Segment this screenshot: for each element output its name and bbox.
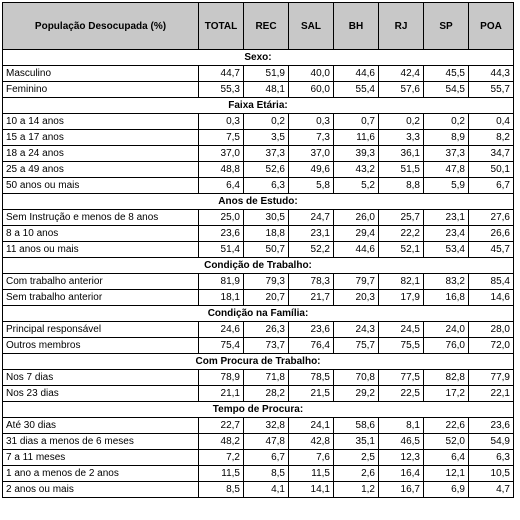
- value-cell: 55,7: [469, 82, 514, 98]
- row-label: 8 a 10 anos: [3, 226, 199, 242]
- table-row: [3, 482, 514, 498]
- value-cell: 29,4: [334, 226, 379, 242]
- value-cell: 24,1: [289, 418, 334, 434]
- value-cell: 8,5: [199, 482, 244, 498]
- value-cell: 47,8: [424, 162, 469, 178]
- value-cell: 7,2: [199, 450, 244, 466]
- value-cell: 48,8: [199, 162, 244, 178]
- value-cell: 37,0: [199, 146, 244, 162]
- row-label: 15 a 17 anos: [3, 130, 199, 146]
- value-cell: 51,5: [379, 162, 424, 178]
- value-cell: 0,2: [424, 114, 469, 130]
- row-label: 25 a 49 anos: [3, 162, 199, 178]
- value-cell: 25,0: [199, 210, 244, 226]
- value-cell: 6,4: [424, 450, 469, 466]
- value-cell: 43,2: [334, 162, 379, 178]
- value-cell: 23,1: [424, 210, 469, 226]
- value-cell: 22,5: [379, 386, 424, 402]
- value-cell: 22,6: [424, 418, 469, 434]
- table-row: [3, 418, 514, 434]
- value-cell: 17,9: [379, 290, 424, 306]
- value-cell: 1,2: [334, 482, 379, 498]
- value-cell: 21,1: [199, 386, 244, 402]
- value-cell: 37,3: [424, 146, 469, 162]
- value-cell: 8,8: [379, 178, 424, 194]
- value-cell: 50,7: [244, 242, 289, 258]
- header-cell-sp: SP: [424, 3, 469, 50]
- value-cell: 23,6: [289, 322, 334, 338]
- row-label: 7 a 11 meses: [3, 450, 199, 466]
- value-cell: 52,2: [289, 242, 334, 258]
- row-label: 11 anos ou mais: [3, 242, 199, 258]
- value-cell: 6,4: [199, 178, 244, 194]
- value-cell: 71,8: [244, 370, 289, 386]
- value-cell: 52,0: [424, 434, 469, 450]
- value-cell: 76,4: [289, 338, 334, 354]
- header-cell-sal: SAL: [289, 3, 334, 50]
- value-cell: 48,1: [244, 82, 289, 98]
- value-cell: 3,5: [244, 130, 289, 146]
- value-cell: 4,7: [469, 482, 514, 498]
- row-label: 18 a 24 anos: [3, 146, 199, 162]
- row-label: Principal responsável: [3, 322, 199, 338]
- value-cell: 44,7: [199, 66, 244, 82]
- table-row: [3, 242, 514, 258]
- value-cell: 72,0: [469, 338, 514, 354]
- value-cell: 77,9: [469, 370, 514, 386]
- value-cell: 16,4: [379, 466, 424, 482]
- value-cell: 8,9: [424, 130, 469, 146]
- value-cell: 23,6: [469, 418, 514, 434]
- section-title: Faixa Etária:: [3, 98, 514, 114]
- value-cell: 70,8: [334, 370, 379, 386]
- value-cell: 24,7: [289, 210, 334, 226]
- value-cell: 85,4: [469, 274, 514, 290]
- value-cell: 18,8: [244, 226, 289, 242]
- value-cell: 5,2: [334, 178, 379, 194]
- value-cell: 46,5: [379, 434, 424, 450]
- table-row: [3, 66, 514, 82]
- row-label: Feminino: [3, 82, 199, 98]
- value-cell: 3,3: [379, 130, 424, 146]
- table-row: [3, 178, 514, 194]
- header-cell-rec: REC: [244, 3, 289, 50]
- value-cell: 42,4: [379, 66, 424, 82]
- value-cell: 28,2: [244, 386, 289, 402]
- value-cell: 23,6: [199, 226, 244, 242]
- value-cell: 78,3: [289, 274, 334, 290]
- header-cell-total: TOTAL: [199, 3, 244, 50]
- value-cell: 53,4: [424, 242, 469, 258]
- value-cell: 26,0: [334, 210, 379, 226]
- value-cell: 44,6: [334, 242, 379, 258]
- value-cell: 6,3: [244, 178, 289, 194]
- section-title: Anos de Estudo:: [3, 194, 514, 210]
- table-row: [3, 162, 514, 178]
- value-cell: 48,2: [199, 434, 244, 450]
- value-cell: 34,7: [469, 146, 514, 162]
- value-cell: 11,5: [199, 466, 244, 482]
- row-label: Nos 7 dias: [3, 370, 199, 386]
- section-row: [3, 354, 514, 370]
- value-cell: 0,3: [289, 114, 334, 130]
- unemployment-table: [2, 2, 514, 498]
- table-wrapper: [2, 2, 514, 498]
- value-cell: 21,7: [289, 290, 334, 306]
- value-cell: 44,6: [334, 66, 379, 82]
- value-cell: 18,1: [199, 290, 244, 306]
- value-cell: 29,2: [334, 386, 379, 402]
- section-row: [3, 194, 514, 210]
- value-cell: 20,3: [334, 290, 379, 306]
- value-cell: 76,0: [424, 338, 469, 354]
- value-cell: 17,2: [424, 386, 469, 402]
- value-cell: 77,5: [379, 370, 424, 386]
- value-cell: 60,0: [289, 82, 334, 98]
- value-cell: 24,3: [334, 322, 379, 338]
- value-cell: 55,3: [199, 82, 244, 98]
- value-cell: 40,0: [289, 66, 334, 82]
- table-body: [3, 50, 514, 498]
- value-cell: 37,3: [244, 146, 289, 162]
- value-cell: 23,1: [289, 226, 334, 242]
- value-cell: 0,7: [334, 114, 379, 130]
- row-label: 31 dias a menos de 6 meses: [3, 434, 199, 450]
- value-cell: 42,8: [289, 434, 334, 450]
- value-cell: 32,8: [244, 418, 289, 434]
- value-cell: 35,1: [334, 434, 379, 450]
- table-row: [3, 322, 514, 338]
- value-cell: 26,3: [244, 322, 289, 338]
- value-cell: 83,2: [424, 274, 469, 290]
- value-cell: 78,9: [199, 370, 244, 386]
- table-row: [3, 434, 514, 450]
- value-cell: 16,8: [424, 290, 469, 306]
- section-row: [3, 306, 514, 322]
- value-cell: 75,7: [334, 338, 379, 354]
- value-cell: 47,8: [244, 434, 289, 450]
- value-cell: 7,5: [199, 130, 244, 146]
- row-label: Com trabalho anterior: [3, 274, 199, 290]
- value-cell: 51,9: [244, 66, 289, 82]
- header-cell-poa: POA: [469, 3, 514, 50]
- row-label: Outros membros: [3, 338, 199, 354]
- value-cell: 22,2: [379, 226, 424, 242]
- value-cell: 44,3: [469, 66, 514, 82]
- value-cell: 37,0: [289, 146, 334, 162]
- value-cell: 58,6: [334, 418, 379, 434]
- value-cell: 36,1: [379, 146, 424, 162]
- row-label: 2 anos ou mais: [3, 482, 199, 498]
- table-row: [3, 226, 514, 242]
- table-row: [3, 130, 514, 146]
- value-cell: 22,7: [199, 418, 244, 434]
- value-cell: 39,3: [334, 146, 379, 162]
- header-cell-label: População Desocupada (%): [3, 3, 199, 50]
- value-cell: 8,2: [469, 130, 514, 146]
- value-cell: 73,7: [244, 338, 289, 354]
- table-row: [3, 146, 514, 162]
- value-cell: 6,9: [424, 482, 469, 498]
- value-cell: 75,4: [199, 338, 244, 354]
- section-row: [3, 50, 514, 66]
- value-cell: 52,1: [379, 242, 424, 258]
- value-cell: 7,3: [289, 130, 334, 146]
- value-cell: 5,9: [424, 178, 469, 194]
- value-cell: 54,9: [469, 434, 514, 450]
- value-cell: 25,7: [379, 210, 424, 226]
- header-cell-bh: BH: [334, 3, 379, 50]
- value-cell: 14,6: [469, 290, 514, 306]
- table-row: [3, 338, 514, 354]
- value-cell: 0,2: [379, 114, 424, 130]
- table-row: [3, 370, 514, 386]
- row-label: 10 a 14 anos: [3, 114, 199, 130]
- value-cell: 45,7: [469, 242, 514, 258]
- value-cell: 16,7: [379, 482, 424, 498]
- value-cell: 6,3: [469, 450, 514, 466]
- value-cell: 79,7: [334, 274, 379, 290]
- value-cell: 12,1: [424, 466, 469, 482]
- value-cell: 82,1: [379, 274, 424, 290]
- section-title: Condição de Trabalho:: [3, 258, 514, 274]
- value-cell: 57,6: [379, 82, 424, 98]
- value-cell: 28,0: [469, 322, 514, 338]
- value-cell: 0,2: [244, 114, 289, 130]
- value-cell: 10,5: [469, 466, 514, 482]
- value-cell: 0,3: [199, 114, 244, 130]
- value-cell: 8,1: [379, 418, 424, 434]
- value-cell: 8,5: [244, 466, 289, 482]
- table-row: [3, 290, 514, 306]
- table-row: [3, 466, 514, 482]
- table-row: [3, 274, 514, 290]
- section-title: Tempo de Procura:: [3, 402, 514, 418]
- value-cell: 11,6: [334, 130, 379, 146]
- table-row: [3, 386, 514, 402]
- row-label: Sem Instrução e menos de 8 anos: [3, 210, 199, 226]
- value-cell: 6,7: [469, 178, 514, 194]
- value-cell: 2,6: [334, 466, 379, 482]
- value-cell: 14,1: [289, 482, 334, 498]
- row-label: Até 30 dias: [3, 418, 199, 434]
- row-label: 1 ano a menos de 2 anos: [3, 466, 199, 482]
- value-cell: 27,6: [469, 210, 514, 226]
- value-cell: 30,5: [244, 210, 289, 226]
- value-cell: 2,5: [334, 450, 379, 466]
- row-label: Sem trabalho anterior: [3, 290, 199, 306]
- value-cell: 75,5: [379, 338, 424, 354]
- section-row: [3, 98, 514, 114]
- table-row: [3, 450, 514, 466]
- value-cell: 20,7: [244, 290, 289, 306]
- value-cell: 12,3: [379, 450, 424, 466]
- value-cell: 11,5: [289, 466, 334, 482]
- value-cell: 82,8: [424, 370, 469, 386]
- row-label: Masculino: [3, 66, 199, 82]
- value-cell: 23,4: [424, 226, 469, 242]
- value-cell: 55,4: [334, 82, 379, 98]
- value-cell: 6,7: [244, 450, 289, 466]
- section-title: Com Procura de Trabalho:: [3, 354, 514, 370]
- value-cell: 26,6: [469, 226, 514, 242]
- section-title: Condição na Família:: [3, 306, 514, 322]
- section-title: Sexo:: [3, 50, 514, 66]
- section-row: [3, 402, 514, 418]
- row-label: Nos 23 dias: [3, 386, 199, 402]
- value-cell: 81,9: [199, 274, 244, 290]
- value-cell: 78,5: [289, 370, 334, 386]
- section-row: [3, 258, 514, 274]
- value-cell: 24,0: [424, 322, 469, 338]
- value-cell: 79,3: [244, 274, 289, 290]
- value-cell: 51,4: [199, 242, 244, 258]
- value-cell: 52,6: [244, 162, 289, 178]
- value-cell: 45,5: [424, 66, 469, 82]
- value-cell: 22,1: [469, 386, 514, 402]
- value-cell: 50,1: [469, 162, 514, 178]
- value-cell: 4,1: [244, 482, 289, 498]
- value-cell: 24,6: [199, 322, 244, 338]
- value-cell: 0,4: [469, 114, 514, 130]
- value-cell: 5,8: [289, 178, 334, 194]
- value-cell: 7,6: [289, 450, 334, 466]
- value-cell: 49,6: [289, 162, 334, 178]
- table-row: [3, 114, 514, 130]
- value-cell: 24,5: [379, 322, 424, 338]
- header-cell-rj: RJ: [379, 3, 424, 50]
- table-row: [3, 82, 514, 98]
- header-row: [3, 3, 514, 50]
- value-cell: 54,5: [424, 82, 469, 98]
- value-cell: 21,5: [289, 386, 334, 402]
- row-label: 50 anos ou mais: [3, 178, 199, 194]
- table-row: [3, 210, 514, 226]
